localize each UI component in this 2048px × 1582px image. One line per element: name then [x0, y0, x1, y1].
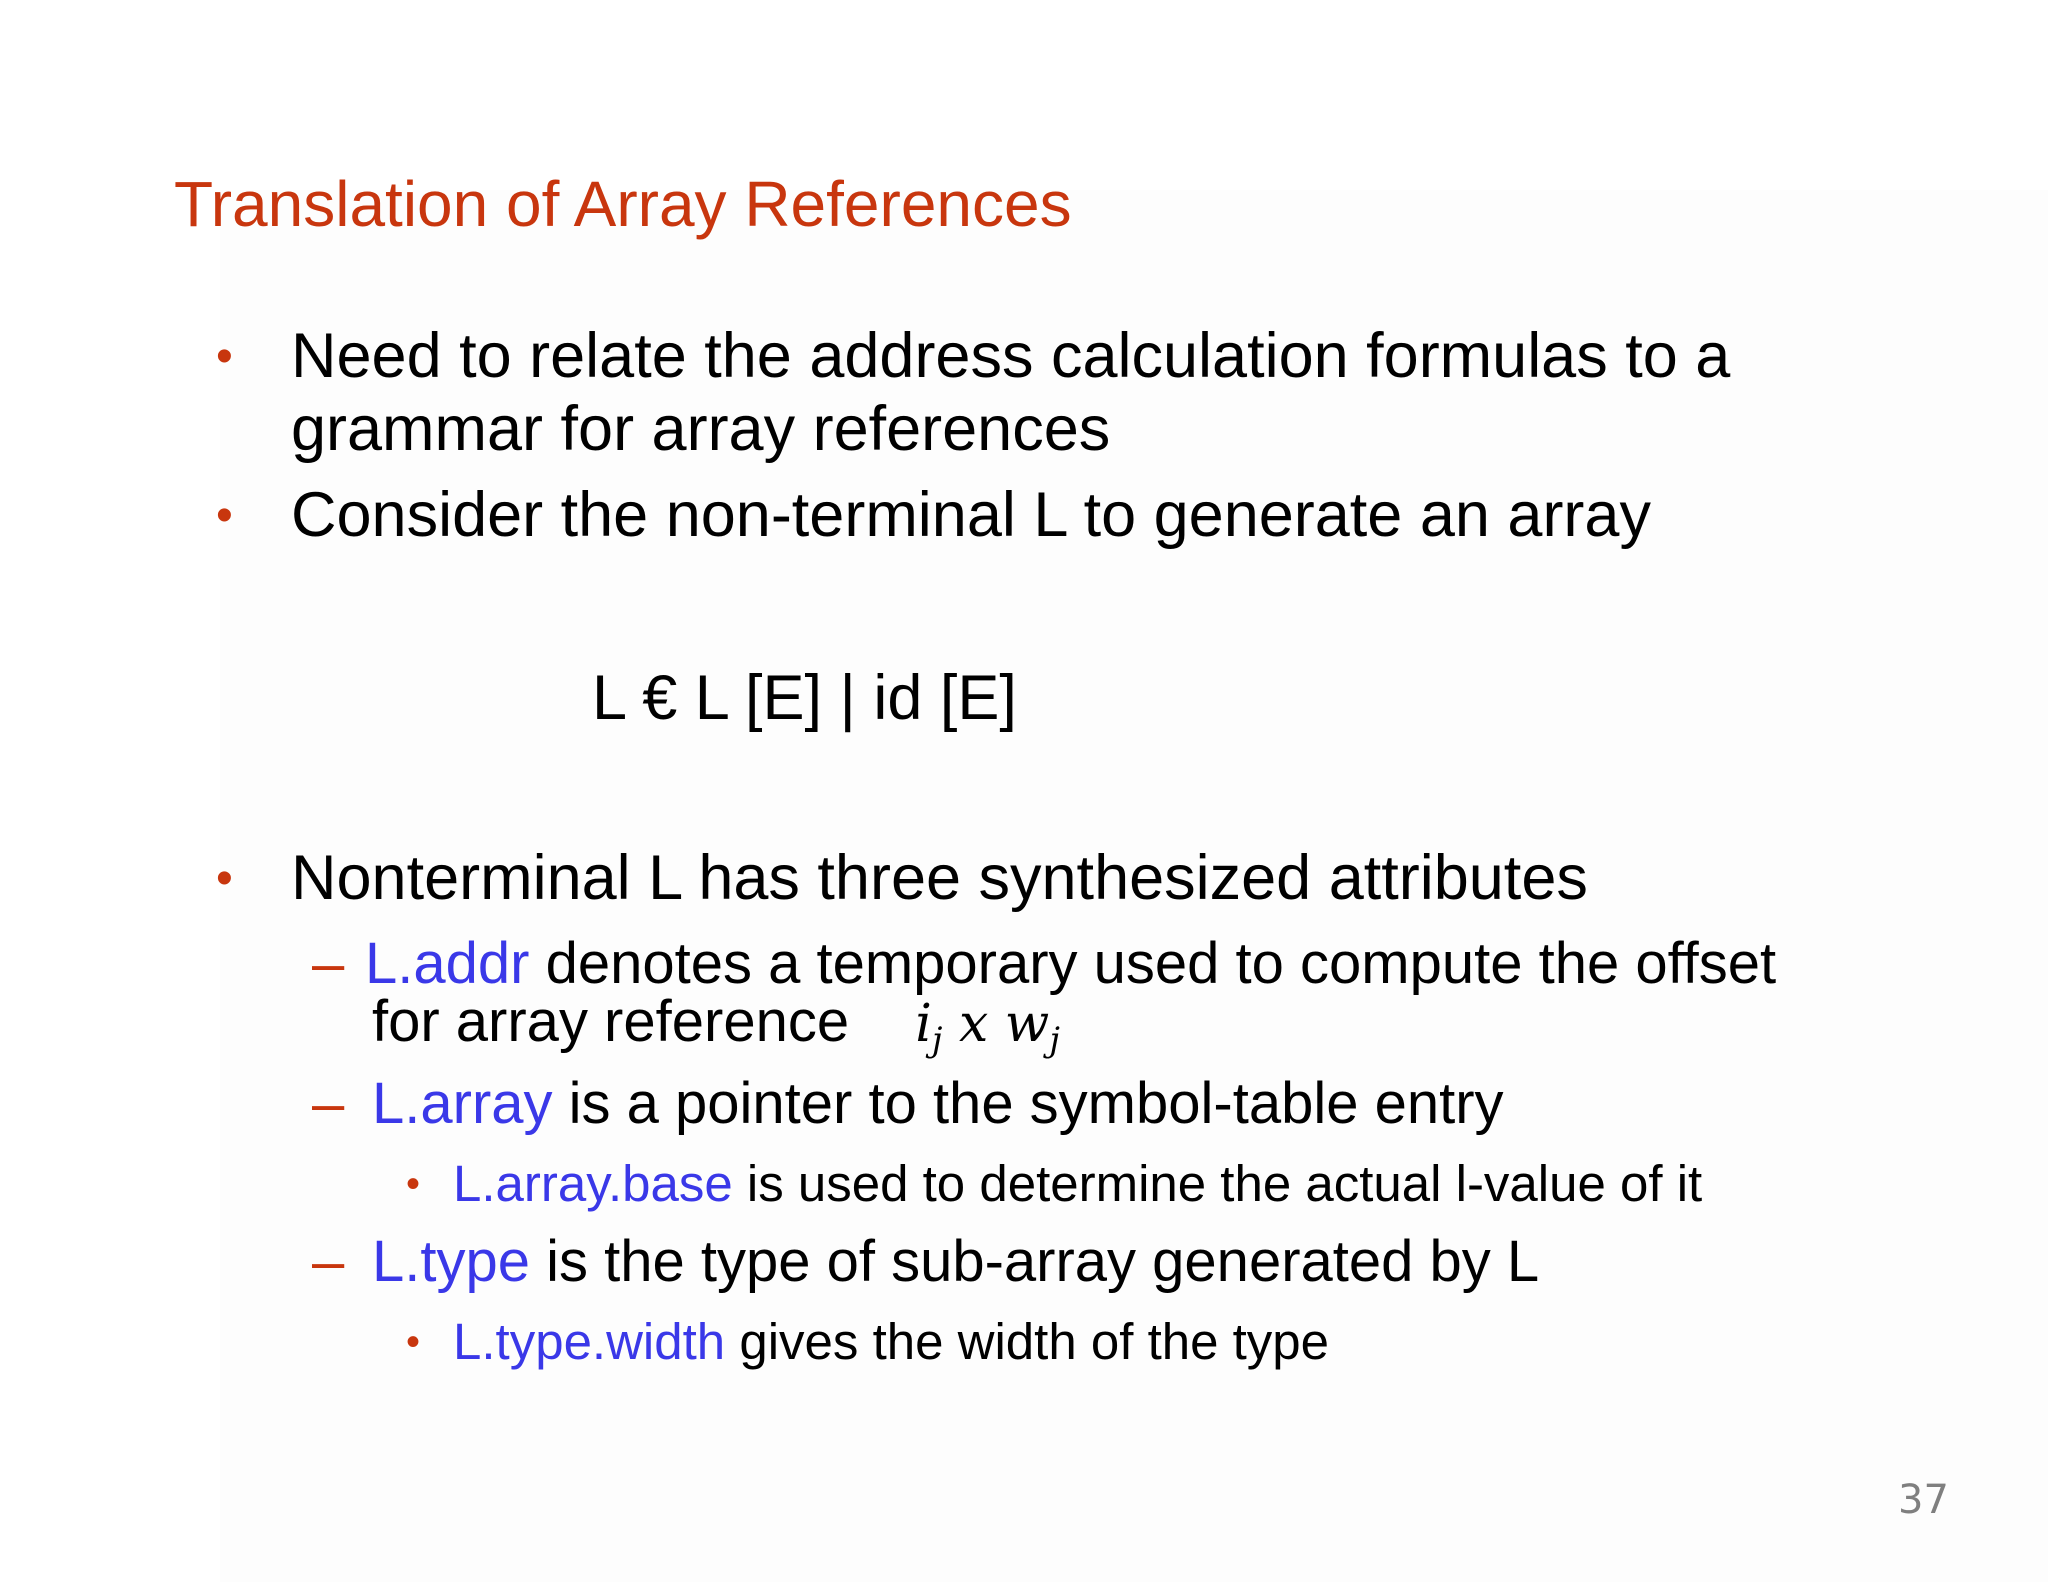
attribute-term-type-width: L.type.width: [453, 1313, 726, 1370]
attribute-term-addr: L.addr: [365, 931, 530, 996]
attribute-desc-array: is a pointer to the symbol-table entry: [552, 1071, 1504, 1136]
grammar-rule: L € L [E] | id [E]: [592, 663, 1017, 733]
attribute-desc-addr-cont: for array reference: [372, 989, 850, 1054]
bullet-marker: •: [406, 1162, 421, 1206]
attribute-array: [372, 1073, 1504, 1135]
attribute-array-base: [453, 1154, 1702, 1214]
bullet-2: Consider the non-terminal L to generate an array: [291, 480, 1651, 550]
dash-marker: –: [312, 1229, 345, 1294]
attribute-desc-addr: denotes a temporary used to compute the offset: [529, 931, 1777, 996]
dash-marker: –: [312, 1071, 345, 1136]
attribute-term-type: L.type: [372, 1229, 530, 1294]
attribute-desc-type: is the type of sub-array generated by L: [530, 1229, 1540, 1294]
bullet-marker: •: [406, 1320, 421, 1364]
bullet-3: Nonterminal L has three synthesized attributes: [291, 843, 1588, 913]
dash-marker: –: [312, 931, 345, 996]
bullet-1-line-2: grammar for array references: [291, 394, 1111, 464]
attribute-type: [372, 1231, 1539, 1293]
page-number: 37: [1898, 1477, 1949, 1523]
bullet-marker: •: [216, 330, 233, 383]
attribute-type-width: [453, 1312, 1329, 1372]
bullet-marker: •: [216, 489, 233, 542]
attribute-addr-line-2: [372, 991, 1060, 1071]
attribute-term-array-base: L.array.base: [453, 1155, 733, 1212]
attribute-desc-type-width: gives the width of the type: [725, 1313, 1330, 1370]
bullet-1-line-1: Need to relate the address calculation formulas to a: [291, 321, 1731, 391]
bullet-marker: •: [216, 852, 233, 905]
offset-formula: $i_j$ x $w_j$: [915, 994, 1060, 1060]
slide-title: Translation of Array References: [174, 168, 1072, 240]
attribute-desc-array-base: is used to determine the actual l-value of it: [732, 1155, 1703, 1212]
attribute-term-array: L.array: [372, 1071, 553, 1136]
attribute-addr-line-1: [365, 933, 1776, 995]
